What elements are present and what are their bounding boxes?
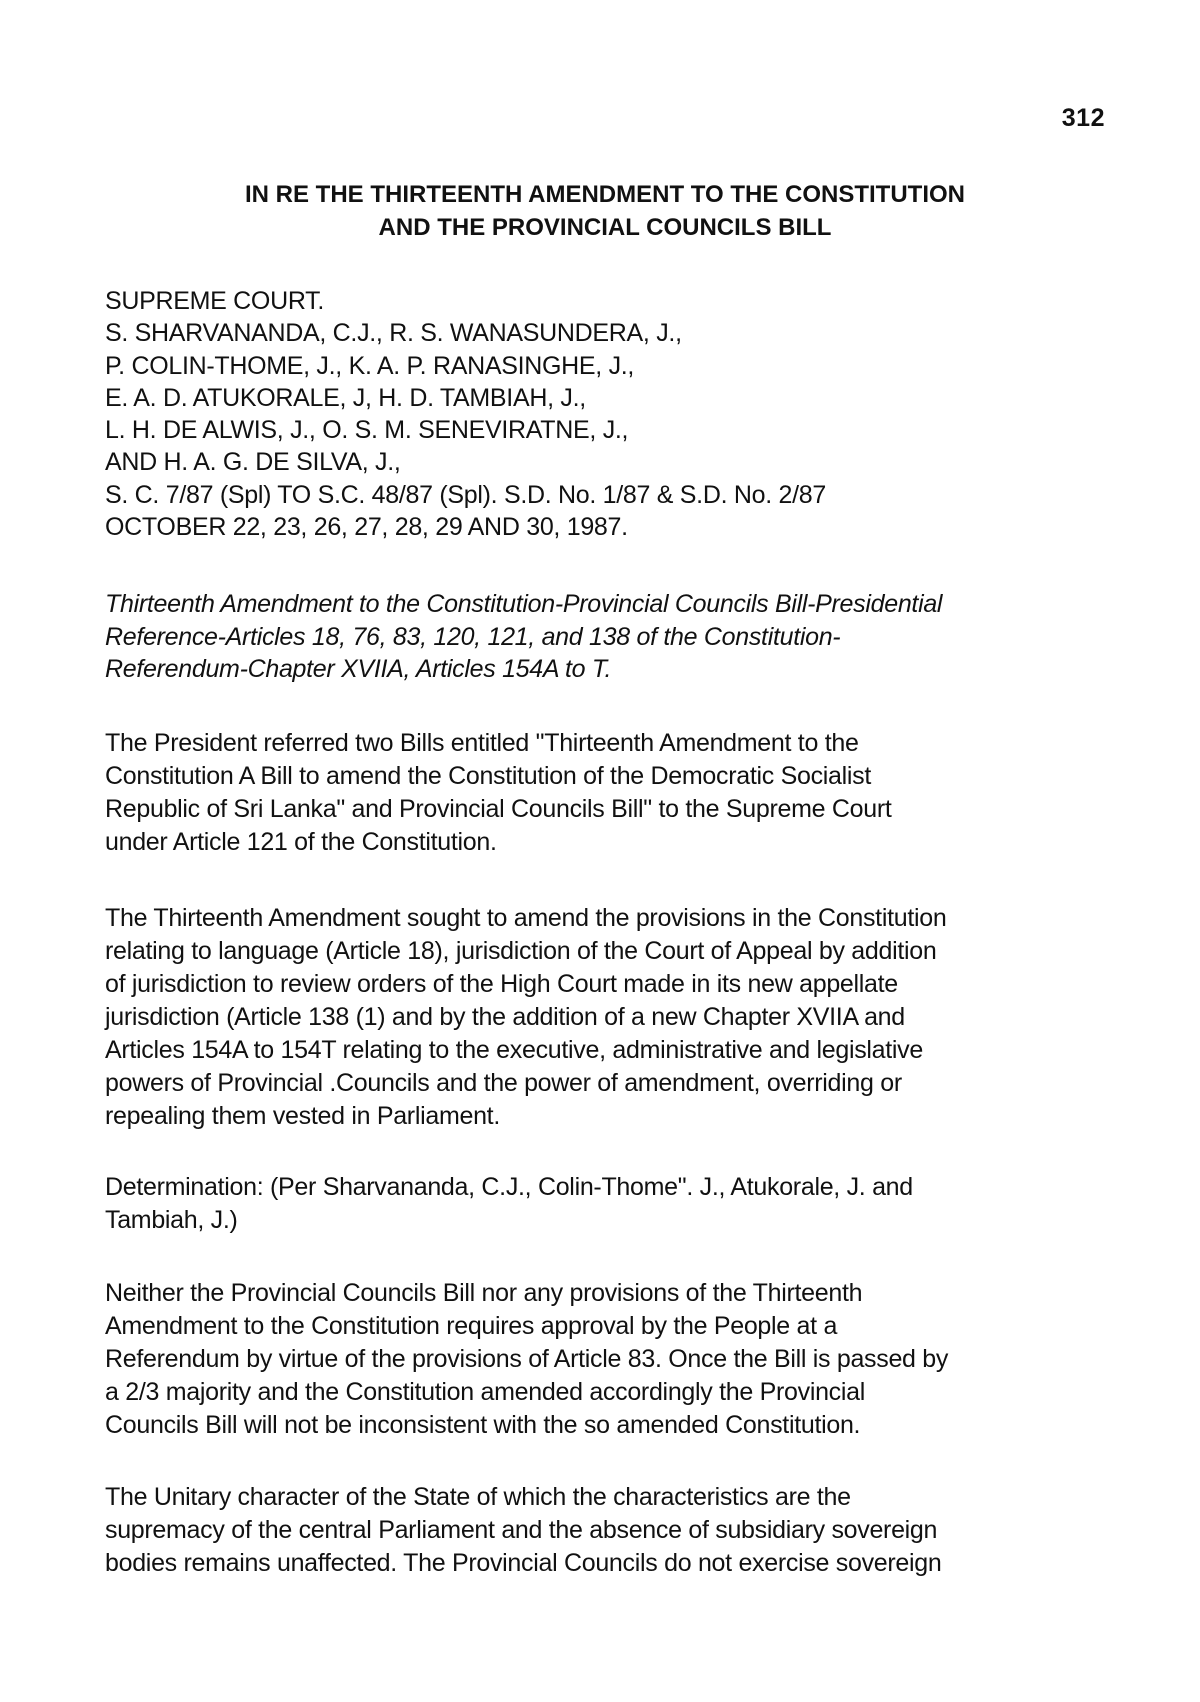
paragraph-line: relating to language (Article 18), jurisdiction of the Court of Appeal by addition — [105, 937, 937, 965]
judges-line: E. A. D. ATUKORALE, J, H. D. TAMBIAH, J., — [105, 383, 586, 412]
judges-line: L. H. DE ALWIS, J., O. S. M. SENEVIRATNE, J., — [105, 416, 629, 445]
paragraph-line: powers of Provincial .Councils and the power of amendment, overriding or — [105, 1069, 902, 1097]
paragraph-line: under Article 121 of the Constitution. — [105, 828, 497, 856]
title-line: IN RE THE THIRTEENTH AMENDMENT TO THE CONSTITUTION — [245, 181, 965, 208]
paragraph-line: jurisdiction (Article 138 (1) and by the addition of a new Chapter XVIIA and — [105, 1003, 905, 1031]
paragraph-line: Republic of Sri Lanka" and Provincial Councils Bill" to the Supreme Court — [105, 795, 892, 823]
page-number: 312 — [1061, 104, 1105, 132]
headnote — [105, 588, 1105, 686]
paragraph — [105, 727, 1105, 859]
headnote-line: Thirteenth Amendment to the Constitution-Provincial Councils Bill-Presidential — [105, 590, 943, 618]
judges-line: P. COLIN-THOME, J., K. A. P. RANASINGHE, J., — [105, 351, 635, 380]
judges-line: S. SHARVANANDA, C.J., R. S. WANASUNDERA, J., — [105, 319, 682, 348]
paragraph-line: The President referred two Bills entitled "Thirteenth Amendment to the — [105, 729, 859, 757]
paragraph-line: Councils Bill will not be inconsistent with the so amended Constitution. — [105, 1411, 861, 1439]
paragraph — [105, 1481, 1105, 1580]
judges-line: AND H. A. G. DE SILVA, J., — [105, 448, 401, 477]
document-title — [105, 178, 1105, 244]
paragraph-line: a 2/3 majority and the Constitution amended accordingly the Provincial — [105, 1378, 865, 1406]
court-details — [105, 285, 1105, 543]
paragraph — [105, 1171, 1105, 1237]
headnote-line: Reference-Articles 18, 76, 83, 120, 121, and 138 of the Constitution- — [105, 622, 841, 651]
paragraph-line: Constitution A Bill to amend the Constitution of the Democratic Socialist — [105, 762, 872, 790]
paragraph-line: Neither the Provincial Councils Bill nor any provisions of the Thirteenth — [105, 1279, 863, 1307]
paragraph-line: Determination: (Per Sharvananda, C.J., Colin-Thome". J., Atukorale, J. and — [105, 1173, 913, 1201]
paragraph-line: supremacy of the central Parliament and the absence of subsidiary sovereign — [105, 1516, 938, 1544]
paragraph-line: Referendum by virtue of the provisions of Article 83. Once the Bill is passed by — [105, 1345, 949, 1373]
title-line: AND THE PROVINCIAL COUNCILS BILL — [378, 214, 832, 241]
paragraph — [105, 1277, 1105, 1442]
headnote-line: Referendum-Chapter XVIIA, Articles 154A to T. — [105, 655, 612, 683]
hearing-dates: OCTOBER 22, 23, 26, 27, 28, 29 AND 30, 1987. — [105, 513, 628, 542]
court-name: SUPREME COURT. — [105, 287, 324, 315]
paragraph-line: of jurisdiction to review orders of the High Court made in its new appellate — [105, 970, 898, 998]
paragraph-line: repealing them vested in Parliament. — [105, 1102, 500, 1130]
case-numbers: S. C. 7/87 (Spl) TO S.C. 48/87 (Spl). S.D. No. 1/87 & S.D. No. 2/87 — [105, 480, 826, 509]
paragraph-line: The Thirteenth Amendment sought to amend the provisions in the Constitution — [105, 904, 947, 932]
paragraph-line: Amendment to the Constitution requires approval by the People at a — [105, 1312, 838, 1340]
paragraph-line: Tambiah, J.) — [105, 1206, 238, 1234]
paragraph-line: bodies remains unaffected. The Provincial Councils do not exercise sovereign — [105, 1549, 942, 1577]
paragraph-line: Articles 154A to 154T relating to the executive, administrative and legislative — [105, 1036, 923, 1064]
paragraph-line: The Unitary character of the State of which the characteristics are the — [105, 1483, 851, 1511]
document-page — [105, 0, 1105, 1702]
paragraph — [105, 902, 1105, 1133]
